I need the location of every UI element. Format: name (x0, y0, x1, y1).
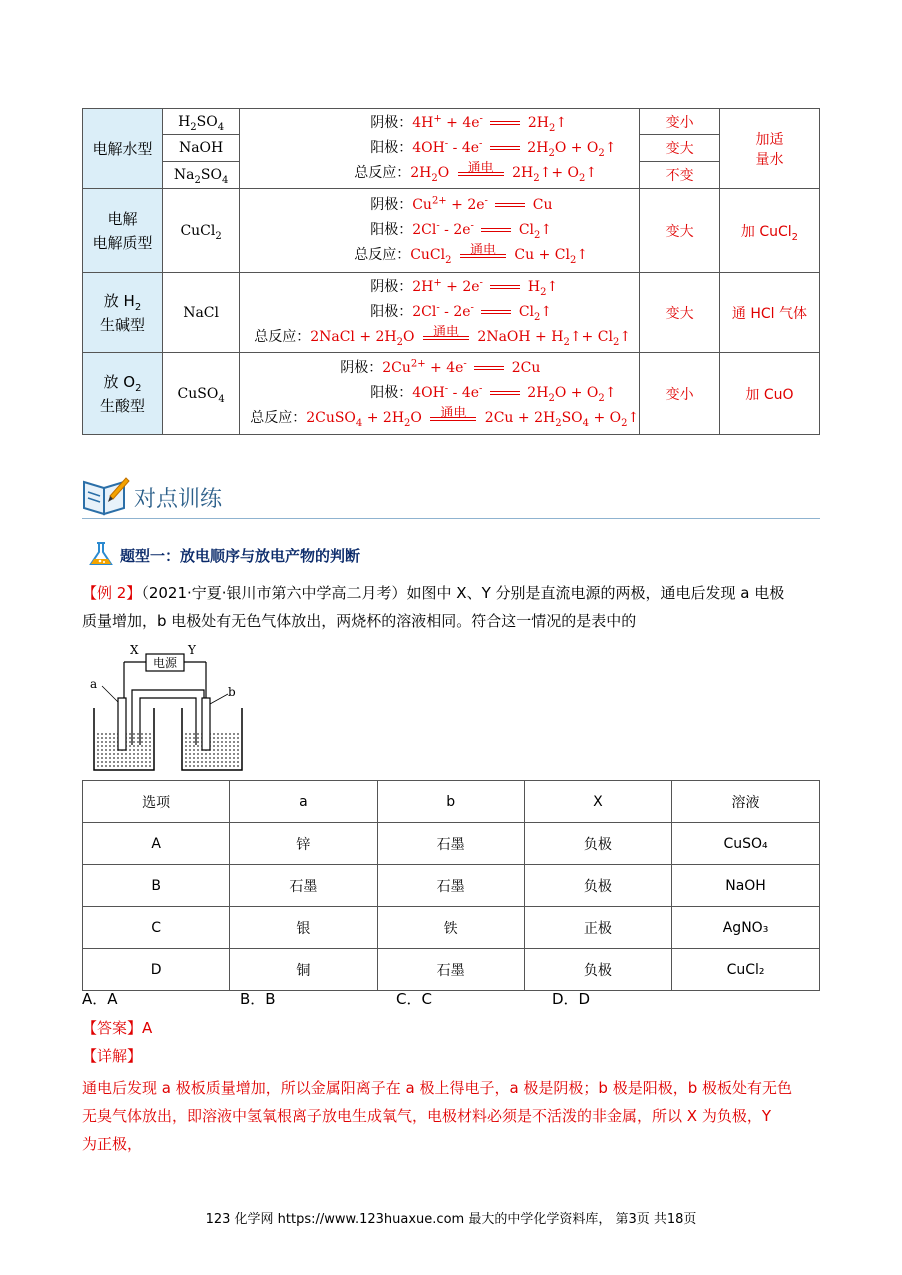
choice-option[interactable]: B．B (240, 990, 276, 1008)
recover-cell: 加 CuCl$_2$ (719, 189, 819, 273)
answer-value: A (142, 1019, 153, 1037)
cathode-equation: 4H+ + 4e- $2H_2↑$ (412, 113, 568, 134)
table-cell: 石墨 (230, 865, 377, 907)
type-cell: 电解 电解质型 (83, 189, 163, 273)
choice-option[interactable]: C．C (396, 990, 432, 1008)
topic-title: 题型一：放电顺序与放电产物的判断 (120, 547, 361, 565)
electrode-b-label: b (228, 685, 236, 699)
page-footer: 123 化学网 https://www.123huaxue.com 最大的中学化学资料库， 第3页 共18页 (205, 1212, 697, 1227)
electrolyte-cell: NaCl (163, 273, 240, 353)
change-cell: 不变 (640, 162, 720, 189)
section-divider (82, 518, 820, 519)
detail-line: 通电后发现 a 极板质量增加，所以金属阳离子在 a 极上得电子，a 极是阴极；b 极是阳极，b 极板处有无色 (82, 1079, 792, 1097)
table-cell: 负极 (524, 865, 671, 907)
pole-x-label: X (130, 643, 139, 657)
total-label: 总反应： (354, 165, 411, 181)
anode-equation: 4OH- - 4e- $2H_2O$ + $O_2↑$ (412, 383, 617, 404)
total-equation: CuCl$_2$ 通电 $Cu + Cl_2↑$ (410, 243, 589, 266)
change-cell: 变小 (640, 353, 720, 435)
header-cell: a (230, 781, 377, 823)
type-cell: 放 $O_2$ 生酸型 (83, 353, 163, 435)
table-cell: 铜 (230, 949, 377, 991)
anode-label: 阳极： (370, 140, 413, 156)
electrode-a-label: a (90, 677, 98, 691)
table-row (83, 865, 820, 907)
choice-option[interactable]: A．A (82, 990, 118, 1008)
table-cell: AgNO₃ (672, 907, 820, 949)
options-table (82, 780, 820, 991)
example-text-line: 质量增加，b 电极处有无色气体放出，两烧杯的溶液相同。符合这一情况的是表中的 (82, 612, 637, 630)
change-cell: 变大 (640, 273, 720, 353)
electrolyte-cell: CuCl$_2$ (163, 189, 240, 273)
equation-cell: 阴极：$2Cu^{2+} + 4e^-$ 2Cu 阳极：4OH- - 4e- $2H_2O$ + $O_2↑$ 总反应：2CuSO$_4$ + $2H_2O$ 通电 $2Cu + 2H_2SO_4$ + $O_2↑$ (240, 353, 640, 435)
type-cell: 放 $H_2$ 生碱型 (83, 273, 163, 353)
equation-cell: 阴极：2H+ + 2e- $H_2↑$ 阳极：2Cl- - 2e- $Cl_2↑$ 总反应：2NaCl + $2H_2O$ 通电 2NaOH + $H_2↑+$ $Cl_2↑$ (240, 273, 640, 353)
table-row (83, 949, 820, 991)
table-header-row (83, 781, 820, 823)
flask-icon (86, 540, 116, 568)
choice-option[interactable]: D．D (552, 990, 591, 1008)
cathode-equation: $Cu^{2+} + 2e^-$ Cu (412, 195, 553, 213)
recover-cell: 加适 量水 (719, 109, 819, 189)
total-equation: 2NaCl + $2H_2O$ 通电 2NaOH + $H_2↑+$ $Cl_2↑$ (310, 325, 632, 348)
table-cell: A (83, 823, 230, 865)
electrolyte-cell: $Na_2SO_4$ (163, 162, 240, 189)
cathode-equation: 2H+ + 2e- $H_2↑$ (412, 277, 559, 298)
header-cell: 溶液 (672, 781, 820, 823)
header-cell: 选项 (83, 781, 230, 823)
table-cell: 锌 (230, 823, 377, 865)
table-cell: CuSO₄ (672, 823, 820, 865)
type-cell: 电解水型 (83, 109, 163, 189)
recover-cell: 加 CuO (719, 353, 819, 435)
table-cell: 石墨 (377, 865, 524, 907)
table-cell: D (83, 949, 230, 991)
total-equation: 2CuSO$_4$ + $2H_2O$ 通电 $2Cu + 2H_2SO_4$ + $O_2↑$ (306, 406, 640, 429)
total-equation: $2H_2O$ 通电 $2H_2↑+$ $O_2↑$ (410, 161, 598, 184)
section-title: 对点训练 (134, 487, 223, 512)
table-cell: C (83, 907, 230, 949)
header-cell: b (377, 781, 524, 823)
table-cell: 银 (230, 907, 377, 949)
table-cell: 铁 (377, 907, 524, 949)
detail-label: 【详解】 (82, 1047, 143, 1065)
example-question (82, 579, 822, 635)
table-row (83, 823, 820, 865)
cathode-label: 阴极： (370, 115, 413, 131)
table-cell: 石墨 (377, 823, 524, 865)
book-icon (80, 474, 130, 518)
detail-explanation (82, 1074, 822, 1158)
anode-equation: 2Cl- - 2e- $Cl_2↑$ (412, 220, 553, 241)
electrolyte-cell: CuSO$_4$ (163, 353, 240, 435)
equation-cell (240, 109, 640, 189)
anode-equation: 2Cl- - 2e- $Cl_2↑$ (412, 302, 553, 323)
electrolyte-cell: $H_2SO_4$ (163, 109, 240, 135)
table-cell: NaOH (672, 865, 820, 907)
table-cell: 负极 (524, 949, 671, 991)
equation-cell: 阴极：$Cu^{2+} + 2e^-$ Cu 阳极：2Cl- - 2e- $Cl_2↑$ 总反应：CuCl$_2$ 通电 $Cu + Cl_2↑$ (240, 189, 640, 273)
answer-line (82, 1014, 822, 1042)
cathode-equation: $2Cu^{2+} + 4e^-$ 2Cu (382, 358, 541, 376)
electrolyte-cell: NaOH (163, 135, 240, 162)
example-text-line: （2021·宁夏·银川市第六中学高二月考）如图中 X、Y 分别是直流电源的两极，通电后发现 a 电极 (141, 584, 785, 602)
change-cell: 变大 (640, 189, 720, 273)
electrolysis-type-table (82, 108, 820, 435)
detail-line: 为正极， (82, 1135, 143, 1153)
answer-label: 【答案】 (82, 1019, 143, 1037)
table-row (83, 907, 820, 949)
table-cell: CuCl₂ (672, 949, 820, 991)
recover-cell: 通 HCl 气体 (719, 273, 819, 353)
table-cell: 正极 (524, 907, 671, 949)
table-cell: 石墨 (377, 949, 524, 991)
change-cell: 变大 (640, 135, 720, 162)
example-tag: 【例 2】 (82, 584, 142, 602)
detail-line: 无臭气体放出，即溶液中氢氧根离子放电生成氧气，电极材料必须是不活泼的非金属，所以 X 为负极，Y (82, 1107, 771, 1125)
table-cell: 负极 (524, 823, 671, 865)
header-cell: X (524, 781, 671, 823)
power-source-label: 电源 (152, 656, 178, 670)
electrolysis-apparatus-figure (88, 640, 248, 776)
table-cell: B (83, 865, 230, 907)
change-cell: 变小 (640, 109, 720, 135)
pole-y-label: Y (188, 643, 196, 657)
anode-equation: 4OH- - 4e- $2H_2O$ + $O_2↑$ (412, 138, 617, 159)
